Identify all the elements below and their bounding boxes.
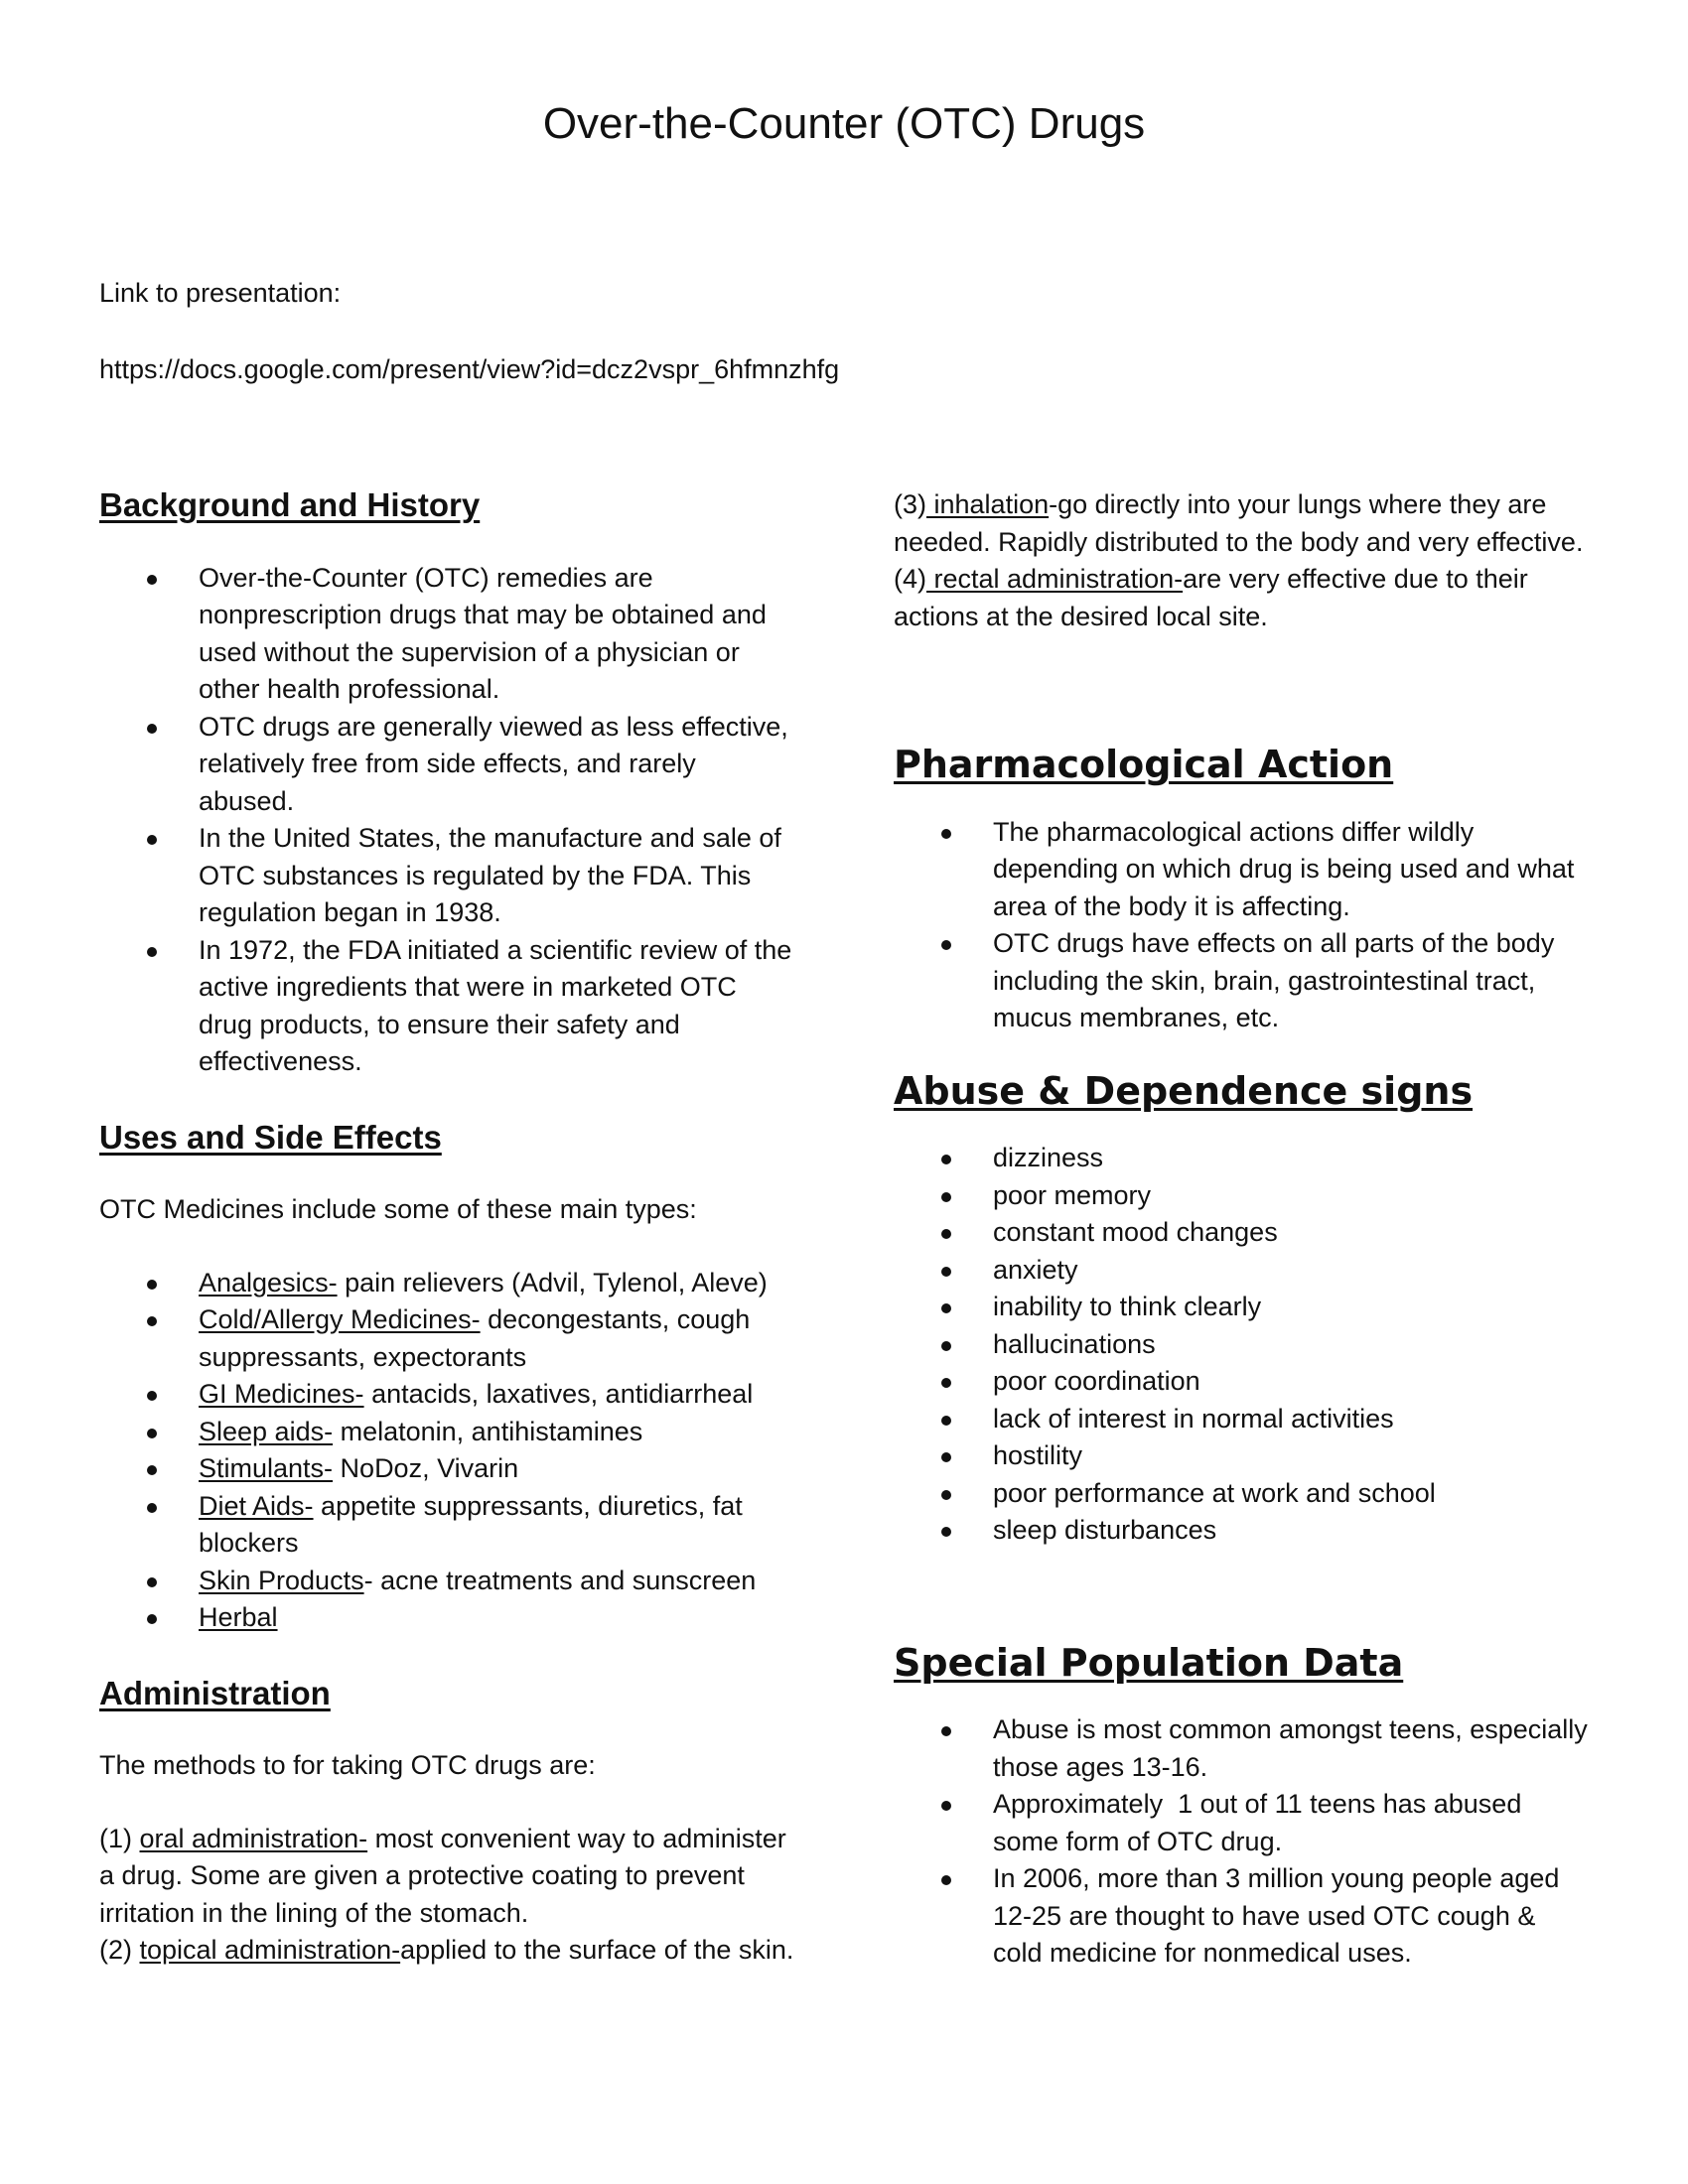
bullet-icon [941,1875,951,1885]
bullet-icon [147,1391,157,1401]
list-item: lack of interest in normal activities [894,1401,1589,1438]
list-item: hostility [894,1437,1589,1475]
bullet-icon [941,1726,951,1736]
abuse-heading: Abuse & Dependence signs [894,1068,1474,1113]
list-item: OTC drugs have effects on all parts of the body including the skin, brain, gastrointestinal tract, mucus membranes, etc. [894,925,1589,1037]
uses-list [99,1265,794,1637]
bullet-icon [147,835,157,845]
bullet-icon [941,1155,951,1164]
list-item: The pharmacological actions differ wildly depending on which drug is being used and what area of the body it is affecting. [894,814,1589,926]
method-rectal: (4) rectal administration-are very effective due to their actions at the desired local site. [894,564,1528,631]
bullet-icon [941,1267,951,1277]
list-item: OTC drugs are generally viewed as less effective, relatively free from side effects, and rarely abused. [99,709,794,821]
bullet-icon [941,1341,951,1351]
bullet-icon [147,1465,157,1475]
background-list [99,560,794,1081]
list-item: Over-the-Counter (OTC) remedies are nonprescription drugs that may be obtained and used without the supervision of a physician or other health professional. [99,560,794,709]
list-item: In the United States, the manufacture and sale of OTC substances is regulated by the FDA. This regulation began in 1938. [99,820,794,932]
list-item: Diet Aids- appetite suppressants, diuretics, fat blockers [99,1488,794,1563]
list-item: poor coordination [894,1363,1589,1401]
bullet-icon [941,1192,951,1202]
administration-intro: The methods to for taking OTC drugs are: [99,1750,596,1780]
list-item: Analgesics- pain relievers (Advil, Tylenol, Aleve) [99,1265,794,1302]
list-item: inability to think clearly [894,1289,1589,1326]
bullet-icon [941,1527,951,1537]
bullet-icon [941,1801,951,1811]
list-item: Approximately 1 out of 11 teens has abused some form of OTC drug. [894,1786,1589,1860]
bullet-icon [147,1614,157,1624]
list-item: poor performance at work and school [894,1475,1589,1513]
list-item: dizziness [894,1140,1589,1177]
uses-heading: Uses and Side Effects [99,1118,442,1156]
background-heading: Background and History [99,486,481,523]
method-oral: (1) oral administration- most convenient way to administer a drug. Some are given a protective coating to prevent irritation in the lining of the stomach. [99,1823,786,1928]
presentation-link[interactable]: https://docs.google.com/present/view?id=dcz2vspr_6hfmnzhfg [99,354,840,384]
bullet-icon [147,1280,157,1290]
list-item: Herbal [99,1599,794,1637]
bullet-icon [941,1416,951,1426]
list-item: hallucinations [894,1326,1589,1364]
list-item: In 1972, the FDA initiated a scientific review of the active ingredients that were in marketed OTC drug products, to ensure their safety and effectiveness. [99,932,794,1081]
pharmacological-list [894,814,1589,1037]
special-population-heading: Special Population Data [894,1640,1404,1685]
list-item: GI Medicines- antacids, laxatives, antidiarrheal [99,1376,794,1414]
bullet-icon [147,1577,157,1587]
list-item: poor memory [894,1177,1589,1215]
bullet-icon [941,1378,951,1388]
bullet-icon [941,1490,951,1500]
document-title: Over-the-Counter (OTC) Drugs [542,99,1146,148]
special-population-list [894,1711,1589,1973]
bullet-icon [941,829,951,839]
bullet-icon [147,1429,157,1438]
administration-heading: Administration [99,1674,331,1711]
bullet-icon [941,940,951,950]
bullet-icon [147,1503,157,1513]
list-item: sleep disturbances [894,1512,1589,1550]
list-item: anxiety [894,1252,1589,1290]
uses-intro: OTC Medicines include some of these main types: [99,1194,697,1224]
list-item: Sleep aids- melatonin, antihistamines [99,1414,794,1451]
link-label: Link to presentation: [99,278,342,308]
list-item: Skin Products- acne treatments and sunscreen [99,1563,794,1600]
left-column [99,486,794,1970]
list-item: Abuse is most common amongst teens, especially those ages 13-16. [894,1711,1589,1786]
list-item: In 2006, more than 3 million young people aged 12-25 are thought to have used OTC cough & cold medicine for nonmedical uses. [894,1860,1589,1973]
method-topical: (2) topical administration-applied to the surface of the skin. [99,1935,794,1965]
abuse-list [894,1140,1589,1550]
list-item: Stimulants- NoDoz, Vivarin [99,1450,794,1488]
bullet-icon [941,1229,951,1239]
bullet-icon [147,1316,157,1326]
pharmacological-heading: Pharmacological Action [894,743,1394,786]
bullet-icon [941,1452,951,1462]
list-item: Cold/Allergy Medicines- decongestants, cough suppressants, expectorants [99,1301,794,1376]
bullet-icon [147,724,157,734]
method-inhalation: (3) inhalation-go directly into your lungs where they are needed. Rapidly distributed to the body and very effective. [894,489,1584,557]
right-column [894,486,1589,1973]
list-item: constant mood changes [894,1214,1589,1252]
bullet-icon [147,947,157,957]
bullet-icon [941,1303,951,1313]
bullet-icon [147,575,157,585]
